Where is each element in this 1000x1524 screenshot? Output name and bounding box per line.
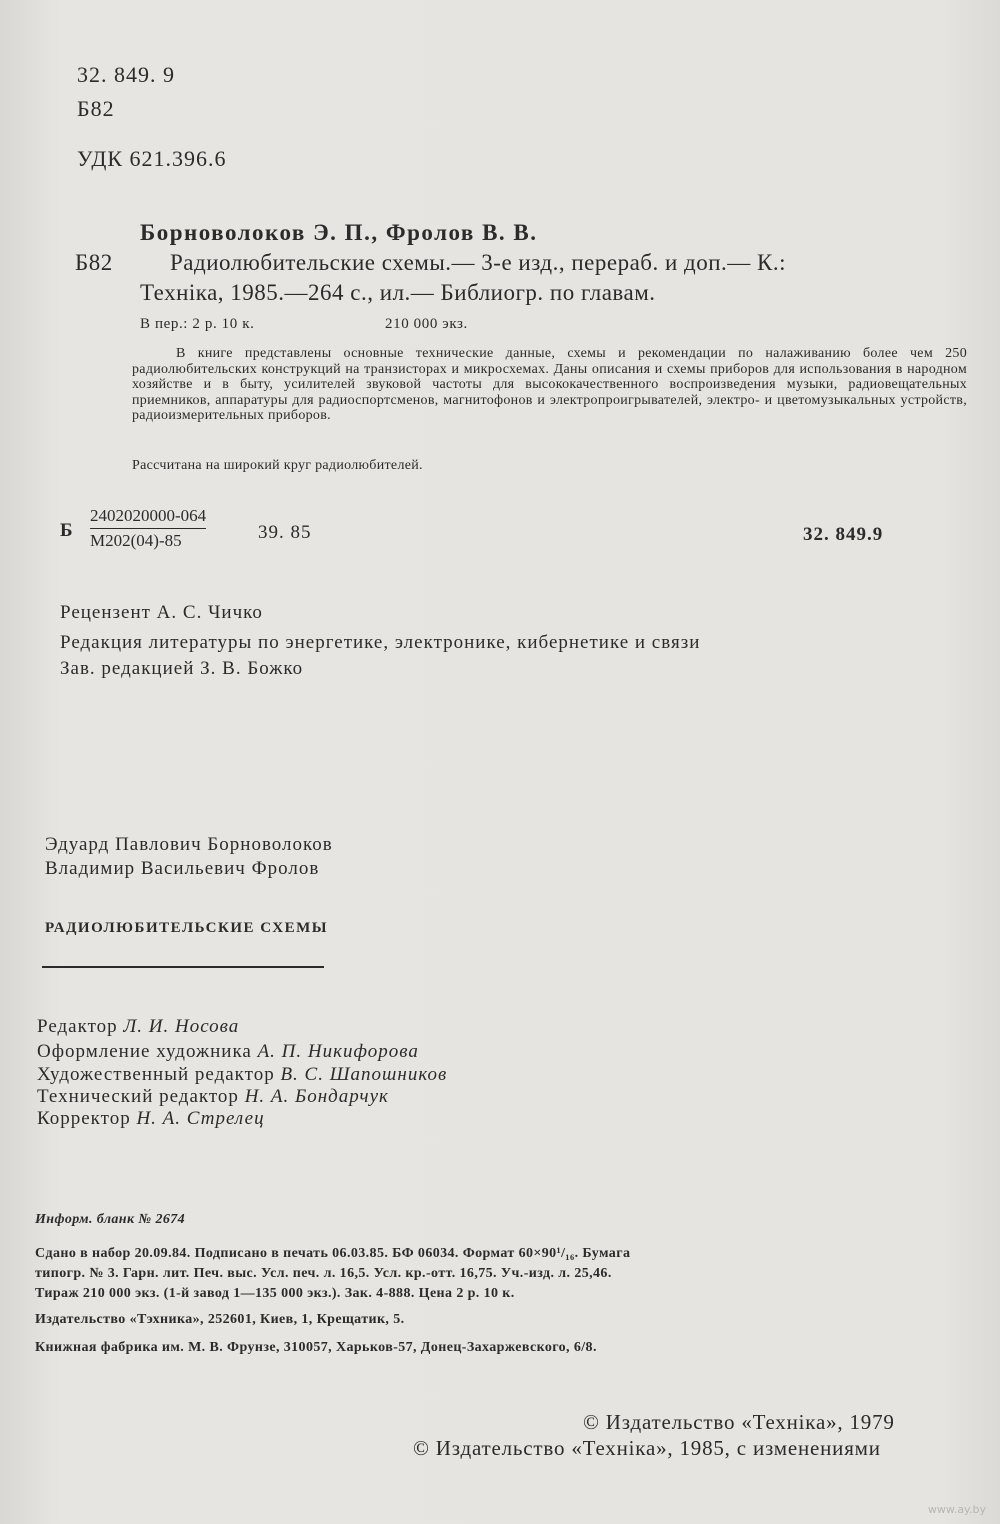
imprint-publisher: Издательство «Тэхника», 252601, Киев, 1, Крещатик, 5. (35, 1312, 405, 1327)
staff-art-editor: Художественный редактор В. С. Шапошников (37, 1064, 448, 1085)
info-blank: Информ. бланк № 2674 (35, 1212, 186, 1227)
record-title-line2: Техніка, 1985.—264 с., ил.— Библиогр. по главам. (140, 280, 656, 305)
record-title-line1: Радиолюбительские схемы.— 3-е изд., перераб. и доп.— К.: (170, 250, 787, 275)
editorial-office: Редакция литературы по энергетике, электронике, кибернетике и связи (60, 632, 701, 653)
record-author-mark: Б82 (75, 250, 113, 275)
record-audience: Рассчитана на широкий круг радиолюбителей. (132, 458, 423, 473)
full-author-2: Владимир Васильевич Фролов (45, 858, 320, 879)
imprint-line-3: Тираж 210 000 экз. (1-й завод 1—135 000 экз.). Зак. 4-888. Цена 2 р. 10 к. (35, 1286, 515, 1301)
index-numerator: 2402020000-064 (90, 506, 206, 529)
staff-editor: Редактор Л. И. Носова (37, 1016, 240, 1037)
head-of-office: Зав. редакцией З. В. Божко (60, 658, 304, 679)
record-print-run: 210 000 экз. (385, 316, 468, 332)
udk-code: УДК 621.396.6 (77, 146, 227, 171)
staff-designer: Оформление художника А. П. Никифорова (37, 1041, 419, 1062)
index-bbk-right: 32. 849.9 (803, 524, 884, 545)
record-authors: Борноволоков Э. П., Фролов В. В. (140, 220, 538, 245)
record-price: В пер.: 2 р. 10 к. (140, 316, 255, 332)
copyright-1985: © Издательство «Техніка», 1985, с изменениями (413, 1436, 881, 1460)
staff-proofreader: Корректор Н. А. Стрелец (37, 1108, 265, 1129)
record-annotation: В книге представлены основные технические данные, схемы и рекомендации по налаживанию более чем 250 радиолюбительских конструкций на транзисторах и микросхемах. Даны описания и схемы приборов для использования в народном хозяйстве и в быту, усилителей звуковой частоты для высококачественного воспроизведения музыки, радиовещательных приемников, аппаратуры для радиоспортсменов, магнитофонов и электропроигрывателей, электро- и цветомузыкальных устройств, радиоизмерительных приборов. (132, 346, 967, 423)
author-mark: Б82 (77, 96, 115, 121)
title-divider (42, 966, 324, 968)
full-author-1: Эдуард Павлович Борноволоков (45, 834, 333, 855)
copyright-1979: © Издательство «Техніка», 1979 (583, 1410, 895, 1434)
imprint-printer: Книжная фабрика им. М. В. Фрунзе, 310057, Харьков-57, Донец-Захаржевского, 6/8. (35, 1340, 597, 1355)
index-denominator: М202(04)-85 (90, 531, 182, 550)
book-title: РАДИОЛЮБИТЕЛЬСКИЕ СХЕМЫ (45, 920, 328, 936)
index-letter: Б (60, 520, 74, 541)
watermark-text: www.ay.by (927, 1503, 986, 1516)
index-suffix: 39. 85 (258, 522, 312, 543)
imprint-line-2: типогр. № 3. Гарн. лит. Печ. выс. Усл. печ. л. 16,5. Усл. кр.-отт. 16,75. Уч.-изд. л. 25,46. (35, 1266, 612, 1281)
staff-tech-editor: Технический редактор Н. А. Бондарчук (37, 1086, 389, 1107)
bbk-code: 32. 849. 9 (77, 62, 175, 87)
index-fraction (90, 506, 206, 551)
imprint-line-1: Сдано в набор 20.09.84. Подписано в печать 06.03.85. БФ 06034. Формат 60×90¹/₁₆. Бумага (35, 1246, 631, 1261)
reviewer: Рецензент А. С. Чичко (60, 602, 263, 623)
